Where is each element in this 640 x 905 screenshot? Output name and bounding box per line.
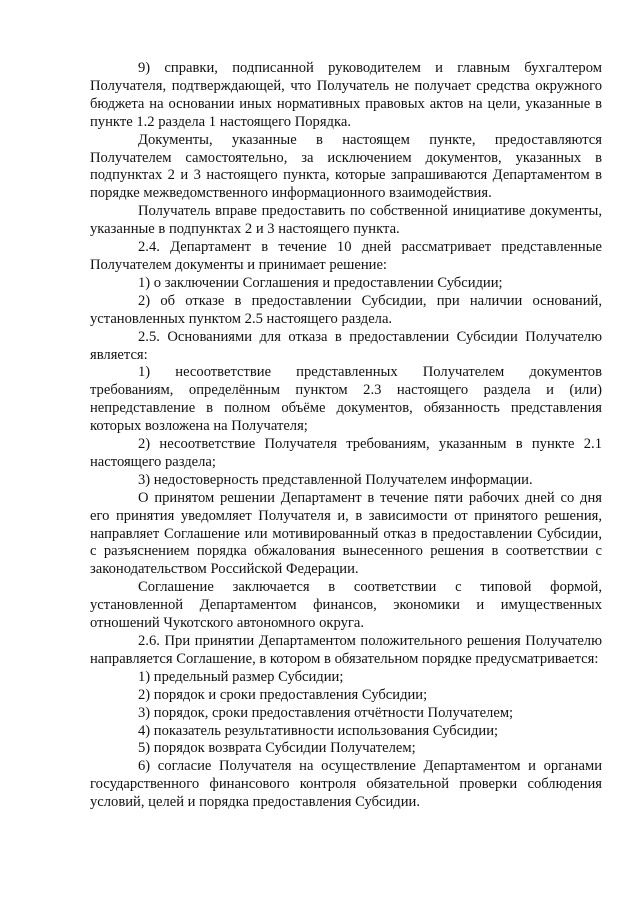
paragraph-2-6-item-1: 1) предельный размер Субсидии; xyxy=(138,668,344,685)
paragraph-2-5-item-2: 2) несоответствие Получателя требованиям, указанным в пункте 2.1 настоящего раздела; xyxy=(90,436,602,470)
paragraph-2-4-item-1: 1) о заключении Соглашения и предоставлении Субсидии; xyxy=(138,274,503,291)
paragraph-2-5: 2.5. Основаниями для отказа в предоставлении Субсидии Получателю является: xyxy=(90,328,602,363)
paragraph-2-4: 2.4. Департамент в течение 10 дней рассматривает представленные Получателем документы и принимает решение: xyxy=(90,239,602,273)
paragraph-2-6-item-5: 5) порядок возврата Субсидии Получателем; xyxy=(138,740,416,757)
paragraph-2-6-item-6: 6) согласие Получателя на осуществление Департаментом и органами государственного финансового контроля обязательной проверки соблюдения условий, целей и порядка предоставления Субсидии. xyxy=(90,758,602,811)
paragraph-2-6-item-2: 2) порядок и сроки предоставления Субсидии; xyxy=(138,686,428,703)
paragraph-own-initiative: Получатель вправе предоставить по собственной инициативе документы, указанные в подпунктах 2 и 3 настоящего пункта. xyxy=(90,203,602,238)
paragraph-2-6: 2.6. При принятии Департаментом положительного решения Получателю направляется Соглашение, в котором в обязательном порядке предусматривается: xyxy=(90,633,602,667)
paragraph-2-5-item-1: 1) несоответствие представленных Получателем документов требованиям, определённым пунктом 2.3 настоящего раздела и (или) непредставление в полном объёме документов, обязанность представления которых возложена на Получателя; xyxy=(90,364,602,435)
paragraph-2-5-item-3: 3) недостоверность представленной Получателем информации. xyxy=(138,471,533,488)
document-page xyxy=(90,60,602,812)
paragraph-2-6-item-4: 4) показатель результативности использования Субсидии; xyxy=(138,722,499,739)
paragraph-item-9-certificate: 9) справки, подписанной руководителем и главным бухгалтером Получателя, подтверждающей, что Получатель не получает средства окружного бюджета на основании иных нормативных правовых актов на цели, указанные в пункте 1.2 раздела 1 настоящего Порядка. xyxy=(90,60,602,130)
paragraph-documents-provided: Документы, указанные в настоящем пункте, предоставляются Получателем самостоятельно, за исключением документов, указанных в подпунктах 2 и 3 настоящего пункта, которые запрашиваются Департаментом в порядке межведомственного информационного взаимодействия. xyxy=(90,131,602,202)
paragraph-decision-notice: О принятом решении Департамент в течение пяти рабочих дней со дня его принятия уведомляет Получателя и, в зависимости от принятого решения, направляет Соглашение или мотивированный отказ в предоставлении Субсидии, с разъяснением порядка обжалования вынесенного решения в соответствии с законодательством Российской Федерации. xyxy=(90,489,602,578)
paragraph-2-6-item-3: 3) порядок, сроки предоставления отчётности Получателем; xyxy=(138,704,514,721)
paragraph-2-4-item-2: 2) об отказе в предоставлении Субсидии, при наличии оснований, установленных пунктом 2.5 настоящего раздела. xyxy=(90,292,602,327)
paragraph-agreement-form: Соглашение заключается в соответствии с типовой формой, установленной Департаментом финансов, экономики и имущественных отношений Чукотского автономного округа. xyxy=(90,579,602,632)
